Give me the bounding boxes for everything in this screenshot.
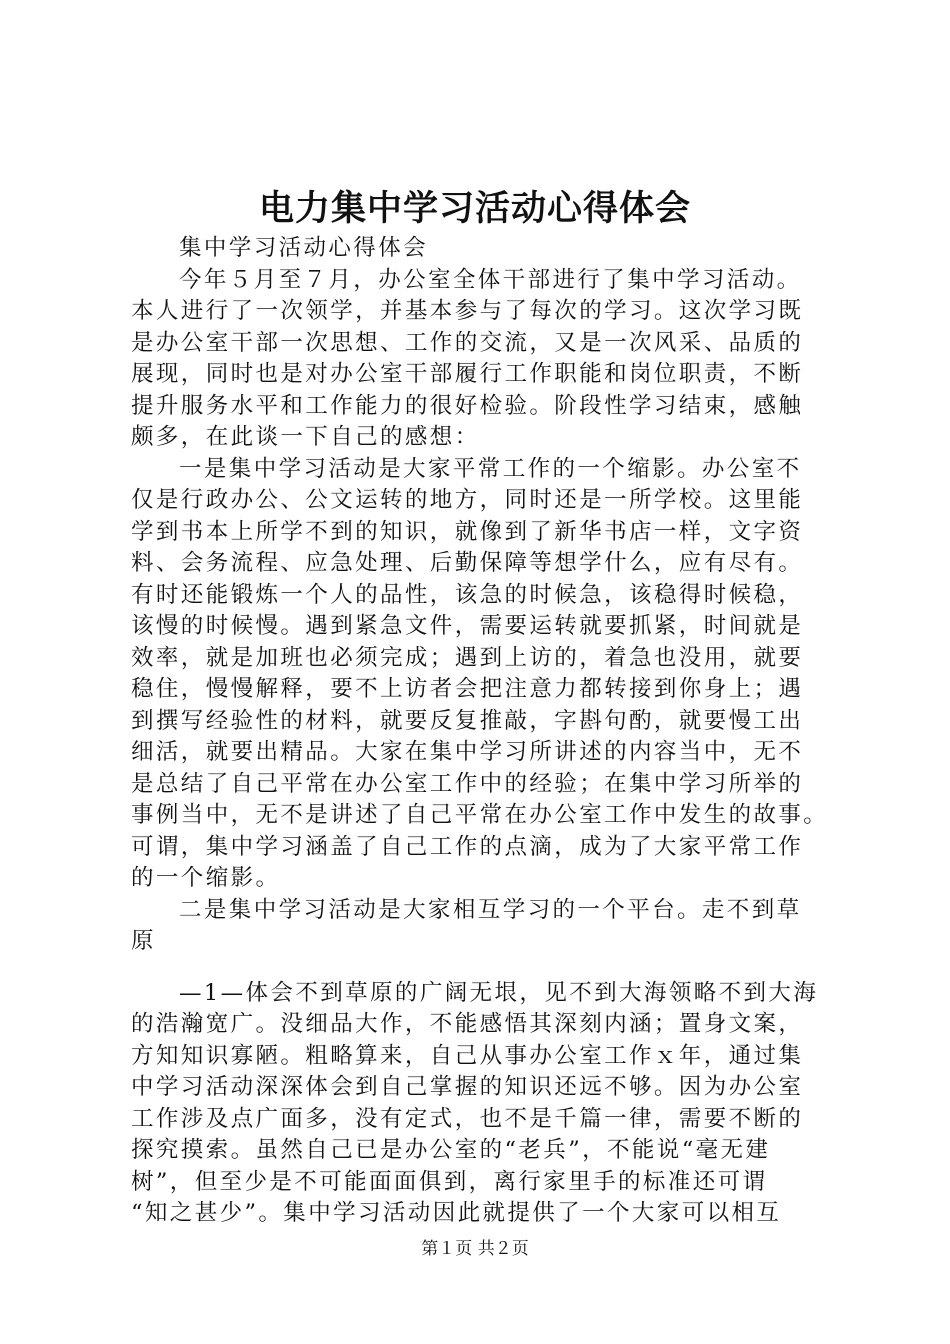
text-line: 今年５月至７月，办公室全体干部进行了集中学习活动。 bbox=[179, 266, 802, 293]
text-line: 细活，就要出精品。大家在集中学习所讲述的内容当中，无不 bbox=[131, 739, 804, 765]
text-line: 原 bbox=[131, 928, 156, 954]
text-line: 有时还能锻炼一个人的品性，该急的时候急，该稳得时候稳， bbox=[131, 581, 804, 608]
text-line: —1—体会不到草原的广阔无垠，见不到大海领略不到大海 bbox=[179, 979, 819, 1006]
text-line: 稳住，慢慢解释，要不上访者会把注意力都转接到你身上；遇 bbox=[131, 676, 804, 702]
text-line: 探究摸索。虽然自己已是办公室的“老兵”，不能说“毫无建 bbox=[131, 1137, 771, 1163]
text-line: 该慢的时候慢。遇到紧急文件，需要运转就要抓紧，时间就是 bbox=[131, 613, 804, 639]
document-body bbox=[131, 233, 831, 1230]
text-line: 集中学习活动心得体会 bbox=[179, 235, 429, 261]
text-line: 工作涉及点广面多，没有定式，也不是千篇一律，需要不断的 bbox=[131, 1105, 804, 1132]
text-line: 事例当中，无不是讲述了自己平常在办公室工作中发生的故事。 bbox=[131, 802, 829, 828]
text-line: 一是集中学习活动是大家平常工作的一个缩影。办公室不 bbox=[179, 455, 802, 482]
text-line: 方知知识寡陋。粗略算来，自己从事办公室工作ｘ年，通过集 bbox=[131, 1042, 804, 1069]
page-footer: 第１页 共２页 bbox=[421, 1239, 529, 1259]
text-line: 的浩瀚宽广。没细品大作，不能感悟其深刻内涵；置身文案， bbox=[131, 1011, 804, 1037]
text-line: 学到书本上所学不到的知识，就像到了新华书店一样，文字资 bbox=[131, 518, 804, 545]
text-line: 料、会务流程、应急处理、后勤保障等想学什么，应有尽有。 bbox=[131, 550, 804, 576]
text-line: “知之甚少”。集中学习活动因此就提供了一个大家可以相互 bbox=[131, 1200, 782, 1226]
text-line: 展现，同时也是对办公室干部履行工作职能和岗位职责，不断 bbox=[131, 361, 804, 387]
text-line: 本人进行了一次领学，并基本参与了每次的学习。这次学习既 bbox=[131, 298, 804, 324]
text-line: 效率，就是加班也必须完成；遇到上访的，着急也没用，就要 bbox=[131, 644, 804, 671]
paragraph-block-2 bbox=[131, 978, 831, 1230]
text-line: 提升服务水平和工作能力的很好检验。阶段性学习结束，感触 bbox=[131, 392, 804, 419]
text-line: 树”，但至少是不可能面面俱到，离行家里手的标准还可谓 bbox=[131, 1168, 768, 1195]
page-break-gap bbox=[131, 958, 831, 978]
paragraph-block-1 bbox=[131, 233, 831, 958]
text-line: 二是集中学习活动是大家相互学习的一个平台。走不到草 bbox=[179, 896, 802, 923]
text-line: 是办公室干部一次思想、工作的交流，又是一次风采、品质的 bbox=[131, 329, 804, 356]
text-line: 颇多，在此谈一下自己的感想： bbox=[131, 424, 480, 450]
text-line: 的一个缩影。 bbox=[131, 865, 281, 891]
document-title: 电力集中学习活动心得体会 bbox=[258, 188, 691, 229]
text-line: 仅是行政办公、公文运转的地方，同时还是一所学校。这里能 bbox=[131, 487, 804, 513]
text-line: 可谓，集中学习涵盖了自己工作的点滴，成为了大家平常工作 bbox=[131, 833, 804, 860]
text-line: 到撰写经验性的材料，就要反复推敲，字斟句酌，就要慢工出 bbox=[131, 707, 804, 734]
text-line: 中学习活动深深体会到自己掌握的知识还远不够。因为办公室 bbox=[131, 1074, 804, 1100]
text-line: 是总结了自己平常在办公室工作中的经验；在集中学习所举的 bbox=[131, 770, 804, 797]
